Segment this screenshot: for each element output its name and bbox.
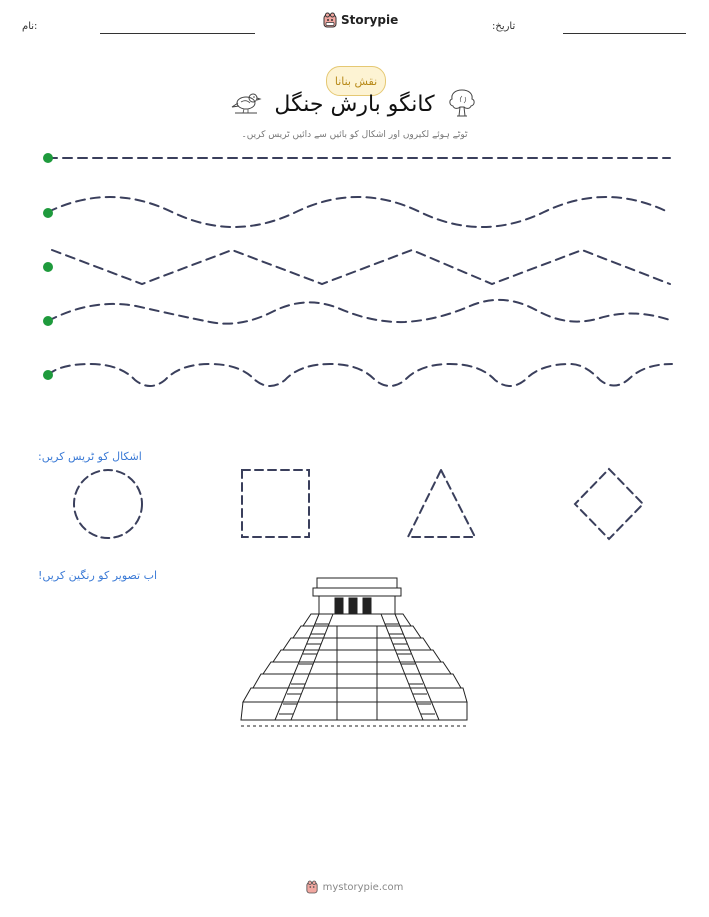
trace-circle [74,470,142,538]
brand-name: Storypie [341,13,399,27]
instructions: ٹوٹے ہوئے لکیروں اور اشکال کو بائیں سے دائیں ٹریس کریں۔ [241,130,468,140]
footer-url[interactable]: mystorypie.com [322,881,404,893]
start-dot [43,316,53,326]
trace-line-bumps [48,364,672,386]
footer [0,880,709,894]
page-title: کانگو بارش جنگل [274,92,435,117]
color-section-label: اب تصویر کو رنگین کریں! [38,569,158,582]
trace-line-wave-large [48,300,670,324]
tracing-shapes [0,465,709,545]
activity-badge: نقش بنانا [326,66,386,96]
date-line [563,33,686,34]
date-label: تاریخ: [492,21,516,32]
storypie-mascot-icon [323,12,337,28]
trace-diamond [575,469,643,539]
tracing-lines [0,140,709,400]
start-dot [43,153,53,163]
tree-icon [447,88,477,122]
trace-line-wave [48,197,668,227]
start-dot [43,370,53,380]
start-dot [43,208,53,218]
brand-logo [323,12,398,28]
start-dot [43,262,53,272]
name-label: نام: [22,21,38,32]
trace-triangle [408,470,475,537]
storypie-mascot-icon [306,880,318,894]
trace-line-zigzag [52,250,670,284]
pyramid-temple-illustration [241,574,467,730]
name-line [100,33,255,34]
shapes-section-label: اشکال کو ٹریس کریں: [38,450,142,463]
trace-square [242,470,309,537]
